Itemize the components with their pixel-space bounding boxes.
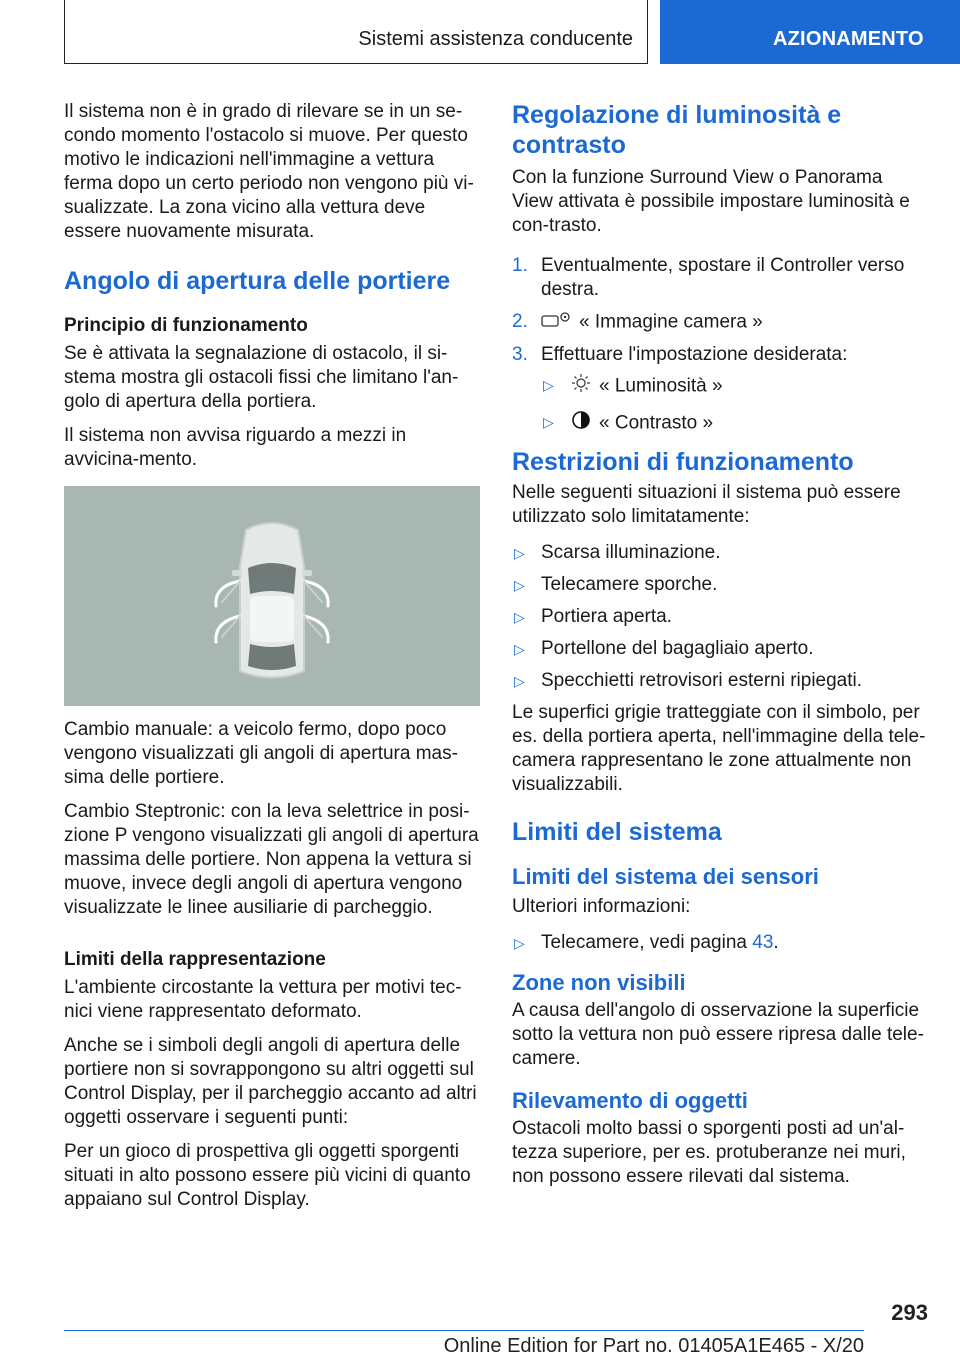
- step-number: 3.: [512, 344, 528, 365]
- bullet-triangle-icon: ▷: [514, 545, 525, 561]
- car-top-view-illustration: [64, 486, 480, 706]
- footer-edition: Online Edition for Part no. 01405A1E465 - X/20: [443, 1335, 864, 1357]
- brightness-icon: [571, 373, 591, 400]
- sub-item: [541, 373, 928, 400]
- list-item-text: Telecamere sporche.: [541, 574, 718, 595]
- paragraph: Nelle seguenti situazioni il sistema può essere utilizzato solo limitatamente:: [512, 482, 901, 527]
- subheading-principle: Principio di funzionamento: [64, 315, 308, 336]
- steps-list: [512, 254, 928, 437]
- subheading-limits: Limiti della rappresentazione: [64, 949, 326, 970]
- paragraph: Ostacoli molto bassi o sporgenti posti ad un'al-tezza superiore, per es. protuberanze nei muri, non possono essere rilevati dal sistema.: [512, 1118, 906, 1187]
- bullet-triangle-icon: ▷: [514, 641, 525, 657]
- bullet-triangle-icon: ▷: [543, 377, 554, 393]
- step-item: [512, 254, 928, 302]
- step-item: [512, 343, 928, 437]
- step-text: « Immagine camera »: [579, 311, 763, 333]
- door-angle-figure: [64, 486, 480, 706]
- paragraph: Anche se i simboli degli angoli di apertura delle portiere non si sovrappongono su altri oggetti sul Control Display, per il parcheggio accanto ad altri oggetti osservare i seguenti punti:: [64, 1035, 477, 1128]
- paragraph: Il sistema non è in grado di rilevare se in un se-condo momento l'ostacolo si muove. Per questo motivo le indicazioni nell'immagine a vettura ferma dopo un certo periodo non vengono più vi-sualizzate. La zona vicino alla vettura deve essere nuovamente misurata.: [64, 101, 474, 242]
- paragraph: Con la funzione Surround View o Panorama View attivata è possibile impostare luminosità e con-trasto.: [512, 167, 910, 236]
- settings-sublist: [541, 373, 928, 437]
- step-text: Effettuare l'impostazione desiderata:: [541, 344, 848, 365]
- footer-divider: [64, 1330, 864, 1331]
- list-item: [512, 605, 928, 629]
- list-item-text: Specchietti retrovisori esterni ripiegati.: [541, 670, 863, 691]
- paragraph: L'ambiente circostante la vettura per motivi tec-nici viene rappresentato deformato.: [64, 977, 462, 1022]
- step-number: 2.: [512, 311, 528, 332]
- list-item: [512, 573, 928, 597]
- step-text: Eventualmente, spostare il Controller verso destra.: [541, 255, 905, 300]
- paragraph: Per un gioco di prospettiva gli oggetti sporgenti situati in alto possono essere più vicini di quanto appaiano sul Control Display.: [64, 1141, 471, 1210]
- list-item: [512, 931, 928, 955]
- step-number: 1.: [512, 255, 528, 276]
- contrast-icon: [571, 410, 591, 437]
- restrictions-list: [512, 541, 928, 693]
- heading-non-visible-zones: Zone non visibili: [512, 970, 686, 995]
- sub-item: [541, 410, 928, 437]
- heading-brightness-contrast: Regolazione di luminosità e contrasto: [512, 101, 842, 159]
- bullet-triangle-icon: ▷: [514, 577, 525, 593]
- page-number: 293: [891, 1300, 928, 1325]
- header-section-title: Sistemi assistenza conducente: [358, 28, 633, 50]
- header-chapter-tab: [660, 0, 960, 64]
- page-link[interactable]: 43: [752, 932, 774, 953]
- paragraph: Il sistema non avvisa riguardo a mezzi in avvicina-mento.: [64, 425, 407, 470]
- camera-settings-icon: [541, 310, 571, 335]
- sub-item-text: « Luminosità »: [599, 375, 723, 397]
- header-chapter-title: AZIONAMENTO: [773, 28, 924, 50]
- paragraph: Se è attivata la segnalazione di ostacolo, il si-stema mostra gli ostacoli fissi che limitano l'an-golo di apertura della portiera.: [64, 343, 459, 412]
- bullet-triangle-icon: ▷: [514, 935, 525, 951]
- list-item: [512, 637, 928, 661]
- bullet-triangle-icon: ▷: [543, 414, 554, 430]
- list-item-text: Telecamere, vedi pagina: [541, 932, 747, 953]
- paragraph: Le superfici grigie tratteggiate con il simbolo, per es. della portiera aperta, nell'immagine della tele-camera rappresentano le zone attualmente non visualizzabili.: [512, 702, 926, 795]
- car-icon: [232, 523, 312, 678]
- paragraph: A causa dell'angolo di osservazione la superficie sotto la vettura non può essere ripresa dalle tele-camere.: [512, 1000, 924, 1069]
- list-item: [512, 669, 928, 693]
- list-item-suffix: .: [773, 932, 779, 953]
- step-item: [512, 310, 928, 335]
- bullet-triangle-icon: ▷: [514, 673, 525, 689]
- list-item-text: Scarsa illuminazione.: [541, 542, 721, 563]
- right-column: [512, 100, 928, 1199]
- heading-sensor-limits: Limiti del sistema dei sensori: [512, 864, 819, 889]
- heading-object-detection: Rilevamento di oggetti: [512, 1088, 748, 1113]
- paragraph: Cambio Steptronic: con la leva selettrice in posi-zione P vengono visualizzati gli angoli di apertura massima delle portiere. Non appena la vettura si muove, invece degli angoli di apertura vengono visualizzate le linee ausiliarie di parcheggio.: [64, 801, 479, 918]
- paragraph: Ulteriori informazioni:: [512, 896, 691, 917]
- sensor-list: [512, 931, 928, 955]
- left-column: [64, 100, 480, 1222]
- sub-item-text: « Contrasto »: [599, 412, 714, 434]
- paragraph: Cambio manuale: a veicolo fermo, dopo poco vengono visualizzati gli angoli di apertura mas-sima delle portiere.: [64, 719, 458, 788]
- heading-door-angle: Angolo di apertura delle portiere: [64, 267, 451, 295]
- heading-restrictions: Restrizioni di funzionamento: [512, 448, 854, 476]
- bullet-triangle-icon: ▷: [514, 609, 525, 625]
- header-section-box: [64, 0, 648, 64]
- heading-system-limits: Limiti del sistema: [512, 818, 722, 846]
- list-item-text: Portiera aperta.: [541, 606, 672, 627]
- list-item: [512, 541, 928, 565]
- list-item-text: Portellone del bagagliaio aperto.: [541, 638, 814, 659]
